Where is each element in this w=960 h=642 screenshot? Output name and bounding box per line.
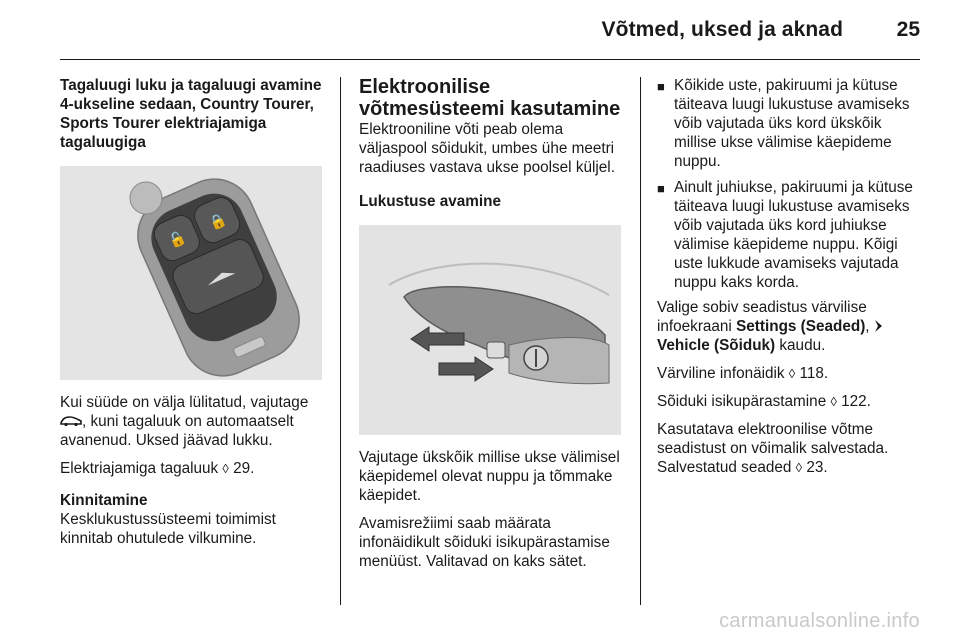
- column-3: [657, 76, 927, 477]
- paragraph-confirmation: Kesklukustussüsteemi toimimist kinnitab ohutulede vilkumine.: [60, 511, 276, 547]
- column-1: [60, 76, 330, 548]
- paragraph-key-location: Elektrooniline võti peab olema väljaspool sõidukit, umbes ühe meetri raadiuses vastava ukse poolsel küljel.: [359, 121, 615, 176]
- section-heading-electronic-key: Elektroonilise võtmesüsteemi kasutamine: [359, 76, 621, 120]
- svg-text:🔒: 🔒: [206, 211, 230, 233]
- page-reference-icon: ◊: [222, 461, 229, 476]
- paragraph-press-button: Kui süüde on välja lülitatud, vajutage , kuni tagaluuk on automaatselt avanenud. Uksed jäävad lukku.: [60, 394, 309, 449]
- paragraph-color-info-display: Värviline infonäidik ◊ 118.: [657, 365, 829, 382]
- column-divider-1: [340, 77, 341, 605]
- door-handle-illustration: [359, 225, 621, 435]
- column-divider-2: [640, 77, 641, 605]
- sub-heading-confirmation: Kinnitamine: [60, 492, 148, 509]
- watermark: carmanualsonline.info: [719, 610, 920, 632]
- paragraph-press-handle: Vajutage ükskõik millise ukse välimisel käepidemel olevat nuppu ja tõmmake käepidet.: [359, 449, 620, 504]
- paragraph-power-tailgate: Elektriajamiga tagaluuk ◊ 29.: [60, 460, 255, 477]
- svg-text:🔓: 🔓: [166, 228, 189, 251]
- menu-arrow-icon: [874, 320, 883, 332]
- header-rule: [60, 59, 920, 60]
- page-reference-icon: ◊: [795, 460, 803, 475]
- paragraph-unlock-mode: Avamisrežiimi saab määrata infonäidikult sõiduki isikupärastamise menüüst. Valitavad on kaks sätet.: [359, 515, 610, 570]
- page-reference-icon: ◊: [788, 366, 796, 381]
- bullet-square-icon: ■: [657, 181, 665, 196]
- page-reference-icon: ◊: [830, 394, 837, 409]
- chapter-title: Võtmed, uksed ja aknad: [601, 18, 843, 41]
- bullet-square-icon: ■: [657, 79, 665, 94]
- menu-vehicle-label: Vehicle (Sõiduk): [657, 337, 776, 354]
- paragraph-vehicle-personalisation: Sõiduki isikupärastamine ◊ 122.: [657, 393, 871, 410]
- menu-settings-label: Settings (Seaded): [736, 318, 866, 335]
- page-header: [0, 0, 960, 60]
- door-handle-figure: [359, 225, 621, 435]
- tailgate-car-icon: [60, 415, 82, 427]
- section-heading-tailgate: Tagaluugi luku ja tagaluugi avamine 4-ukseline sedaan, Country Tourer, Sports Tourer elektriajamiga tagaluugiga: [60, 77, 322, 151]
- paragraph-settings-path: Valige sobiv seadistus värvilise infoekraani Settings (Seaded), Vehicle (Sõiduk) kaudu.: [657, 298, 927, 355]
- column-2: [359, 76, 629, 571]
- paragraph-saved-settings: Kasutatava elektroonilise võtme seadistust on võimalik salvestada. Salvestatud seaded ◊ 23.: [657, 421, 889, 476]
- bullet-item-driver-door: ■ Ainult juhiukse, pakiruumi ja kütuse täiteava luugi lukustuse avamiseks võib vajutada üks kord juhiukse välimise käepideme nuppu. Kõigi uste lukkude avamiseks vajutada nuppu kaks korda.: [657, 179, 913, 291]
- key-fob-illustration: [60, 166, 322, 380]
- key-fob-figure: [60, 166, 322, 380]
- bullet-item-all-doors: ■ Kõikide uste, pakiruumi ja kütuse täiteava luugi lukustuse avamiseks võib vajutada üks kord ükskõik millise ukse välimise käepideme nuppu.: [657, 77, 910, 170]
- page-number: 25: [896, 18, 920, 41]
- sub-heading-unlocking: Lukustuse avamine: [359, 193, 501, 210]
